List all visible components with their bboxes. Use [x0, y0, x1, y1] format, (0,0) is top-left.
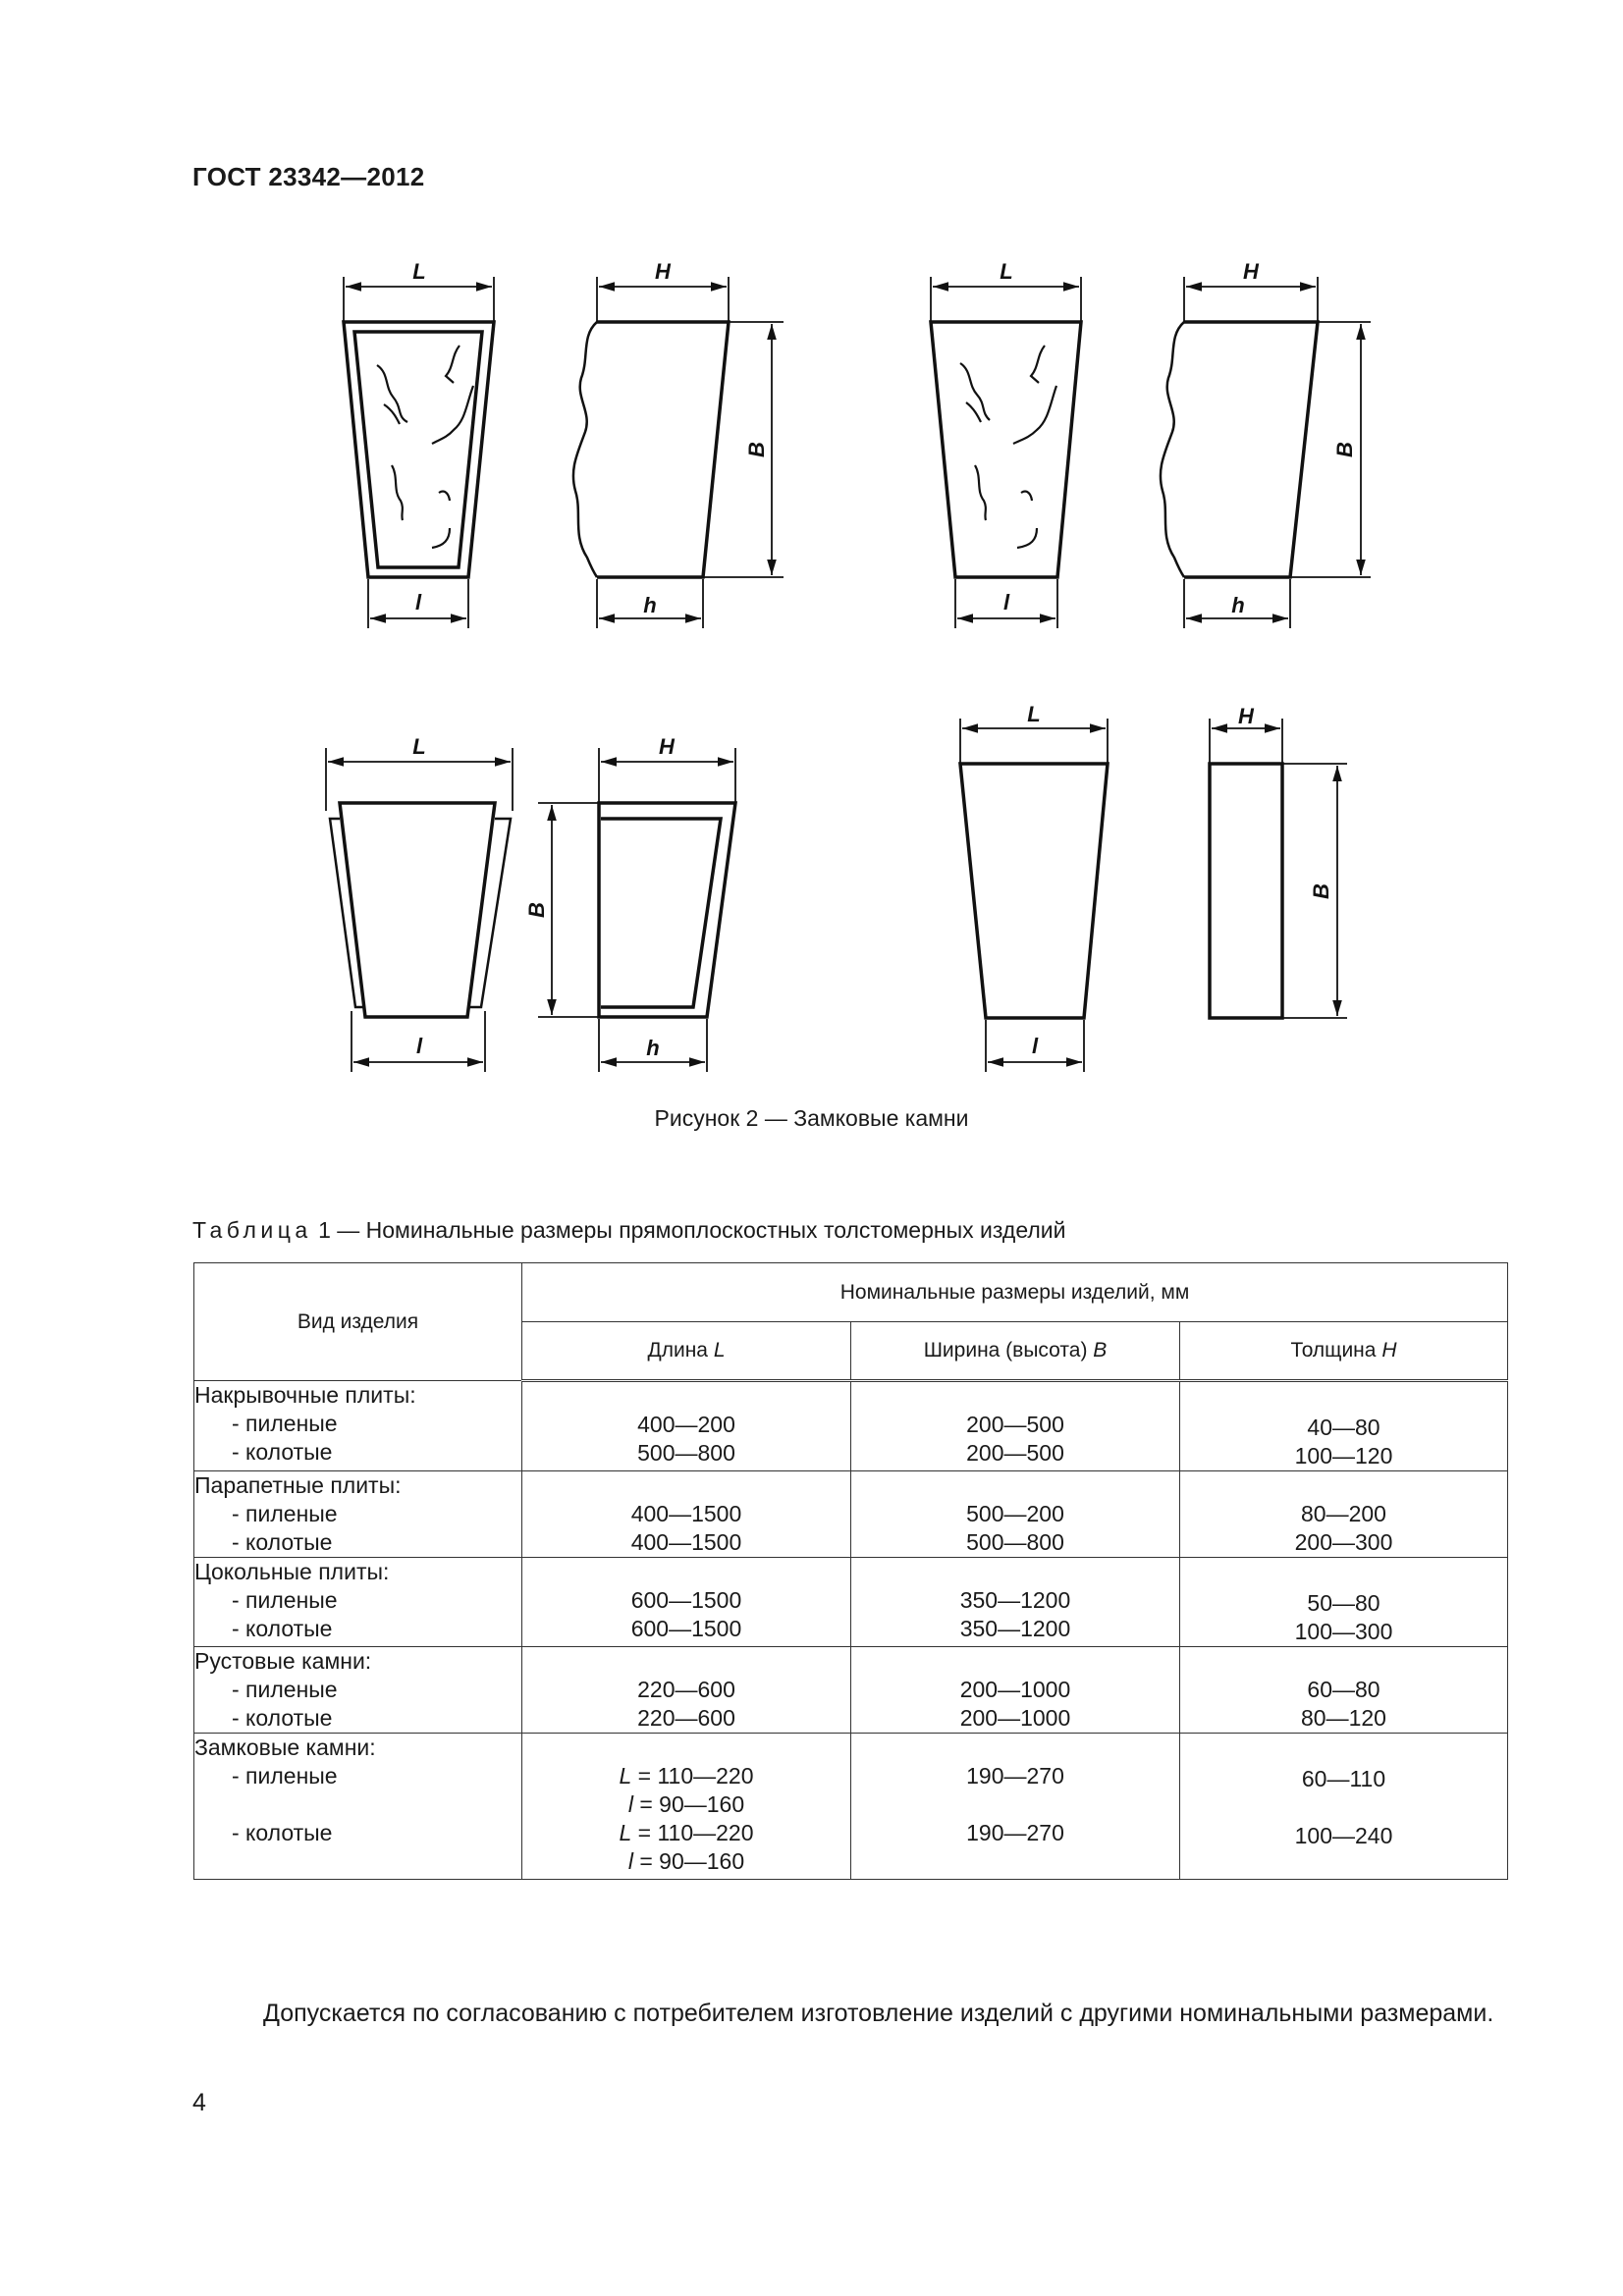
stone-c-front	[330, 803, 511, 1017]
table-row: Парапетные плиты: - пиленые - колотые 400—1500 400—1500 500—200 500—800 80—200 200—300	[194, 1471, 1508, 1558]
stone-c-side	[599, 803, 735, 1017]
dim-label-l-c-front: L	[412, 734, 426, 759]
dim-label-h-b-side: H	[1243, 259, 1259, 284]
table-row: Накрывочные плиты: - пиленые - колотые 400—200 500—800 200—500 200—500 40—80 100—120	[194, 1381, 1508, 1471]
col-nominal-dimensions: Номинальные размеры изделий, мм	[522, 1263, 1508, 1322]
table-title	[192, 1217, 1065, 1244]
stone-a-side	[573, 322, 729, 577]
figure-caption: Рисунок 2 — Замковые камни	[654, 1105, 969, 1131]
dim-label-b-a-side: B	[744, 442, 769, 457]
dim-label-b-c-side: B	[524, 902, 549, 918]
col-thickness: Толщина H	[1180, 1322, 1508, 1381]
document-code: ГОСТ 23342—2012	[192, 162, 425, 191]
dim-label-hsmall-b-side: h	[1231, 593, 1245, 617]
dim-label-b-d-side: B	[1309, 883, 1333, 899]
stone-d-side	[1210, 764, 1282, 1018]
dim-label-l-a-front: L	[412, 259, 426, 284]
dim-label-h-d-side: H	[1238, 704, 1254, 728]
col-width: Ширина (высота) B	[851, 1322, 1180, 1381]
table-row: Замковые камни: - пиленые - колотые L = 110—220 l = 90—160 L = 110—220 l = 90—160 190—270 190—270 60—110 100—240	[194, 1734, 1508, 1880]
dimensions-table	[193, 1262, 1508, 1880]
dim-label-l-d-front: L	[1027, 702, 1041, 726]
table-row: Рустовые камни: - пиленые - колотые 220—600 220—600 200—1000 200—1000 60—80 80—120	[194, 1647, 1508, 1734]
dim-label-lsmall-a-front: l	[414, 590, 422, 614]
dim-label-b-b-side: B	[1332, 442, 1357, 457]
dim-label-hsmall-c-side: h	[646, 1036, 660, 1060]
dim-label-hsmall-a-side: h	[643, 593, 657, 617]
table-title-prefix: Таблица	[192, 1217, 312, 1243]
dim-label-lsmall-c-front: l	[415, 1034, 423, 1058]
stone-d-front	[960, 764, 1108, 1018]
table-title-text: 1 — Номинальные размеры прямоплоскостных толстомерных изделий	[311, 1217, 1066, 1243]
dim-label-h-a-side: H	[655, 259, 671, 284]
col-length: Длина L	[522, 1322, 851, 1381]
dim-label-h-c-side: H	[659, 734, 675, 759]
page-number: 4	[192, 2089, 206, 2116]
stone-a-front	[344, 322, 494, 577]
table-row: Цокольные плиты: - пиленые - колотые 600—1500 600—1500 350—1200 350—1200 50—80 100—300	[194, 1558, 1508, 1647]
dim-label-lsmall-d-front: l	[1031, 1034, 1039, 1058]
stone-b-front	[931, 322, 1081, 577]
dim-label-l-b-front: L	[1000, 259, 1013, 284]
dim-label-lsmall-b-front: l	[1002, 590, 1010, 614]
col-product-type: Вид изделия	[194, 1263, 522, 1381]
stone-b-side	[1161, 322, 1318, 577]
note-paragraph: Допускается по согласованию с потребителем изготовление изделий с другими номинальными размерами.	[263, 2000, 1494, 2027]
